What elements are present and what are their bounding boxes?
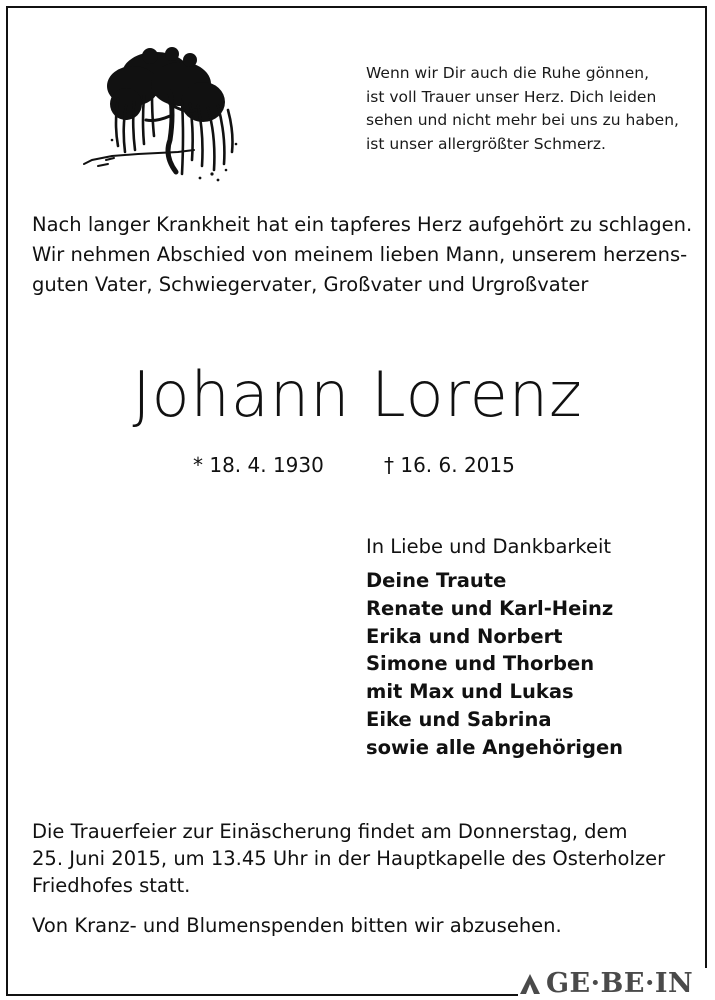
life-dates: [0, 448, 715, 482]
poem-line: ist unser allergrößter Schmerz.: [366, 134, 606, 153]
poem-line: Wenn wir Dir auch die Ruhe gönnen,: [366, 64, 649, 82]
intro-paragraph: [32, 210, 692, 300]
poem-line: ist voll Trauer unser Herz. Dich leiden: [366, 87, 657, 106]
mourner-name: Deine Traute: [366, 569, 507, 592]
poem-line: sehen und nicht mehr bei uns zu haben,: [366, 111, 679, 129]
publisher-logo-text: GE·BE·IN: [546, 968, 694, 999]
service-line: Friedhofes statt.: [32, 874, 191, 897]
death-date: † 16. 6. 2015: [384, 453, 515, 477]
mourner-name: Renate und Karl-Heinz: [366, 596, 614, 620]
deceased-name: Johann Lorenz: [132, 358, 583, 431]
flowers-note: Von Kranz- und Blumenspenden bitten wir abzusehen.: [32, 914, 562, 937]
service-line: Die Trauerfeier zur Einäscherung findet am Donnerstag, dem: [32, 820, 628, 843]
mourner-name: Eike und Sabrina: [366, 707, 552, 731]
publisher-logo: [518, 968, 715, 1000]
mourners-heading: In Liebe und Dankbarkeit: [366, 535, 612, 558]
birth-date: * 18. 4. 1930: [193, 453, 324, 477]
funeral-service-details: [32, 818, 686, 899]
poem-verse: [366, 62, 686, 156]
willow-tree-illustration: [78, 44, 248, 190]
intro-line: Nach langer Krankheit hat ein tapferes Herz aufgehört zu schlagen.: [32, 213, 693, 236]
mourner-name: sowie alle Angehörigen: [366, 735, 624, 759]
intro-line: guten Vater, Schwiegervater, Großvater und Urgroßvater: [32, 273, 589, 296]
service-line: 25. Juni 2015, um 13.45 Uhr in der Hauptkapelle des Osterholzer: [32, 847, 666, 870]
mourners-list: [366, 567, 623, 762]
publisher-emblem-icon: [518, 972, 542, 996]
mourner-name: Simone und Thorben: [366, 652, 595, 676]
mourner-name: mit Max und Lukas: [366, 680, 574, 704]
mourner-name: Erika und Norbert: [366, 624, 563, 648]
intro-line: Wir nehmen Abschied von meinem lieben Mann, unserem herzens-: [32, 243, 688, 266]
